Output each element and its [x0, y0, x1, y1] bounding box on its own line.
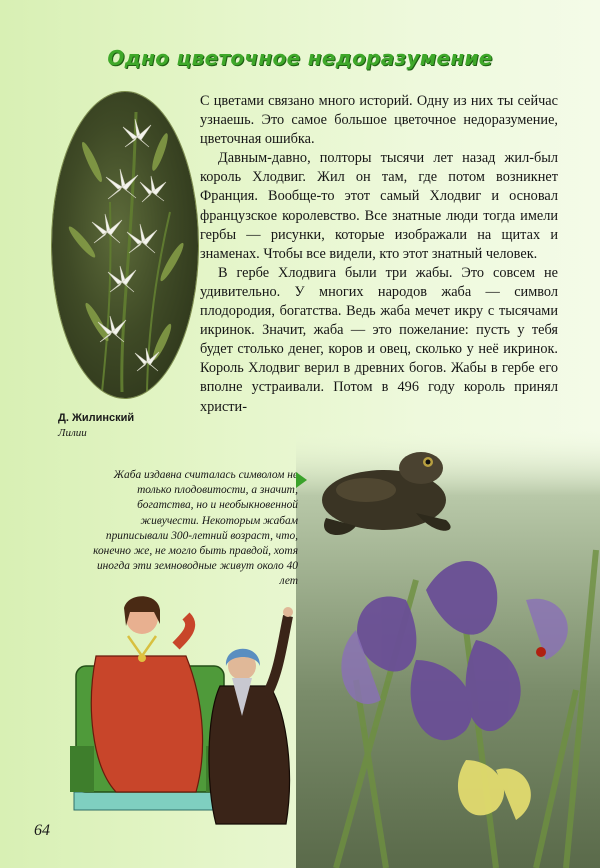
- painting-author: Д. Жилинский: [58, 412, 135, 424]
- page-number: 64: [34, 822, 50, 839]
- toad-side-note: Жаба издавна считалась символом не только плодовитости, а значит, богатства, но и необыкновенной живучести. Некоторым жабам приписывали 300-летний возраст, что, конечно же, не могло быть правдой, хотя иногда эти земноводные живут около 40 лет: [93, 469, 298, 588]
- paragraph: С цветами связано много историй. Одну из них ты сейчас узнаешь. Это самое большое цветочное недоразумение, цветочная ошибка.: [200, 93, 558, 148]
- note-arrow-icon: [296, 472, 307, 488]
- paragraph: В гербе Хлодвига были три жабы. Это совсем не удивительно. У многих народов жаба — символ плодородия, богатства. Ведь жаба мечет икру с тысячами икринок. Значит, жаба — это пожелание: пусть у тебя будет столько денег, коров и овец, сколько у неё икринок. Король Хлодвиг верил в древних богов. Жабы в гербе его вполне устраивали. Потом в 496 году король принял христи-: [200, 264, 558, 415]
- article-body: [200, 92, 558, 417]
- paragraph: Давным-давно, полторы тысячи лет назад жил-был король Хлодвиг. Жил он там, где потом возникнет Франция. Вообще-то этот самый Хлодвиг и основал французское королевство. Все знатные люди тогда имели гербы — рисунки, которые изображали на щитах и знаменах. Чтобы все видели, кто этот знатный человек.: [200, 150, 558, 262]
- lilies-illustration: [52, 92, 198, 398]
- king-and-monk-illustration: [56, 596, 306, 826]
- lilies-painting: [52, 92, 198, 398]
- page-title: Одно цветочное недоразумение: [107, 46, 493, 70]
- painting-title: Лилии: [58, 427, 87, 439]
- toad-photo: [296, 428, 466, 548]
